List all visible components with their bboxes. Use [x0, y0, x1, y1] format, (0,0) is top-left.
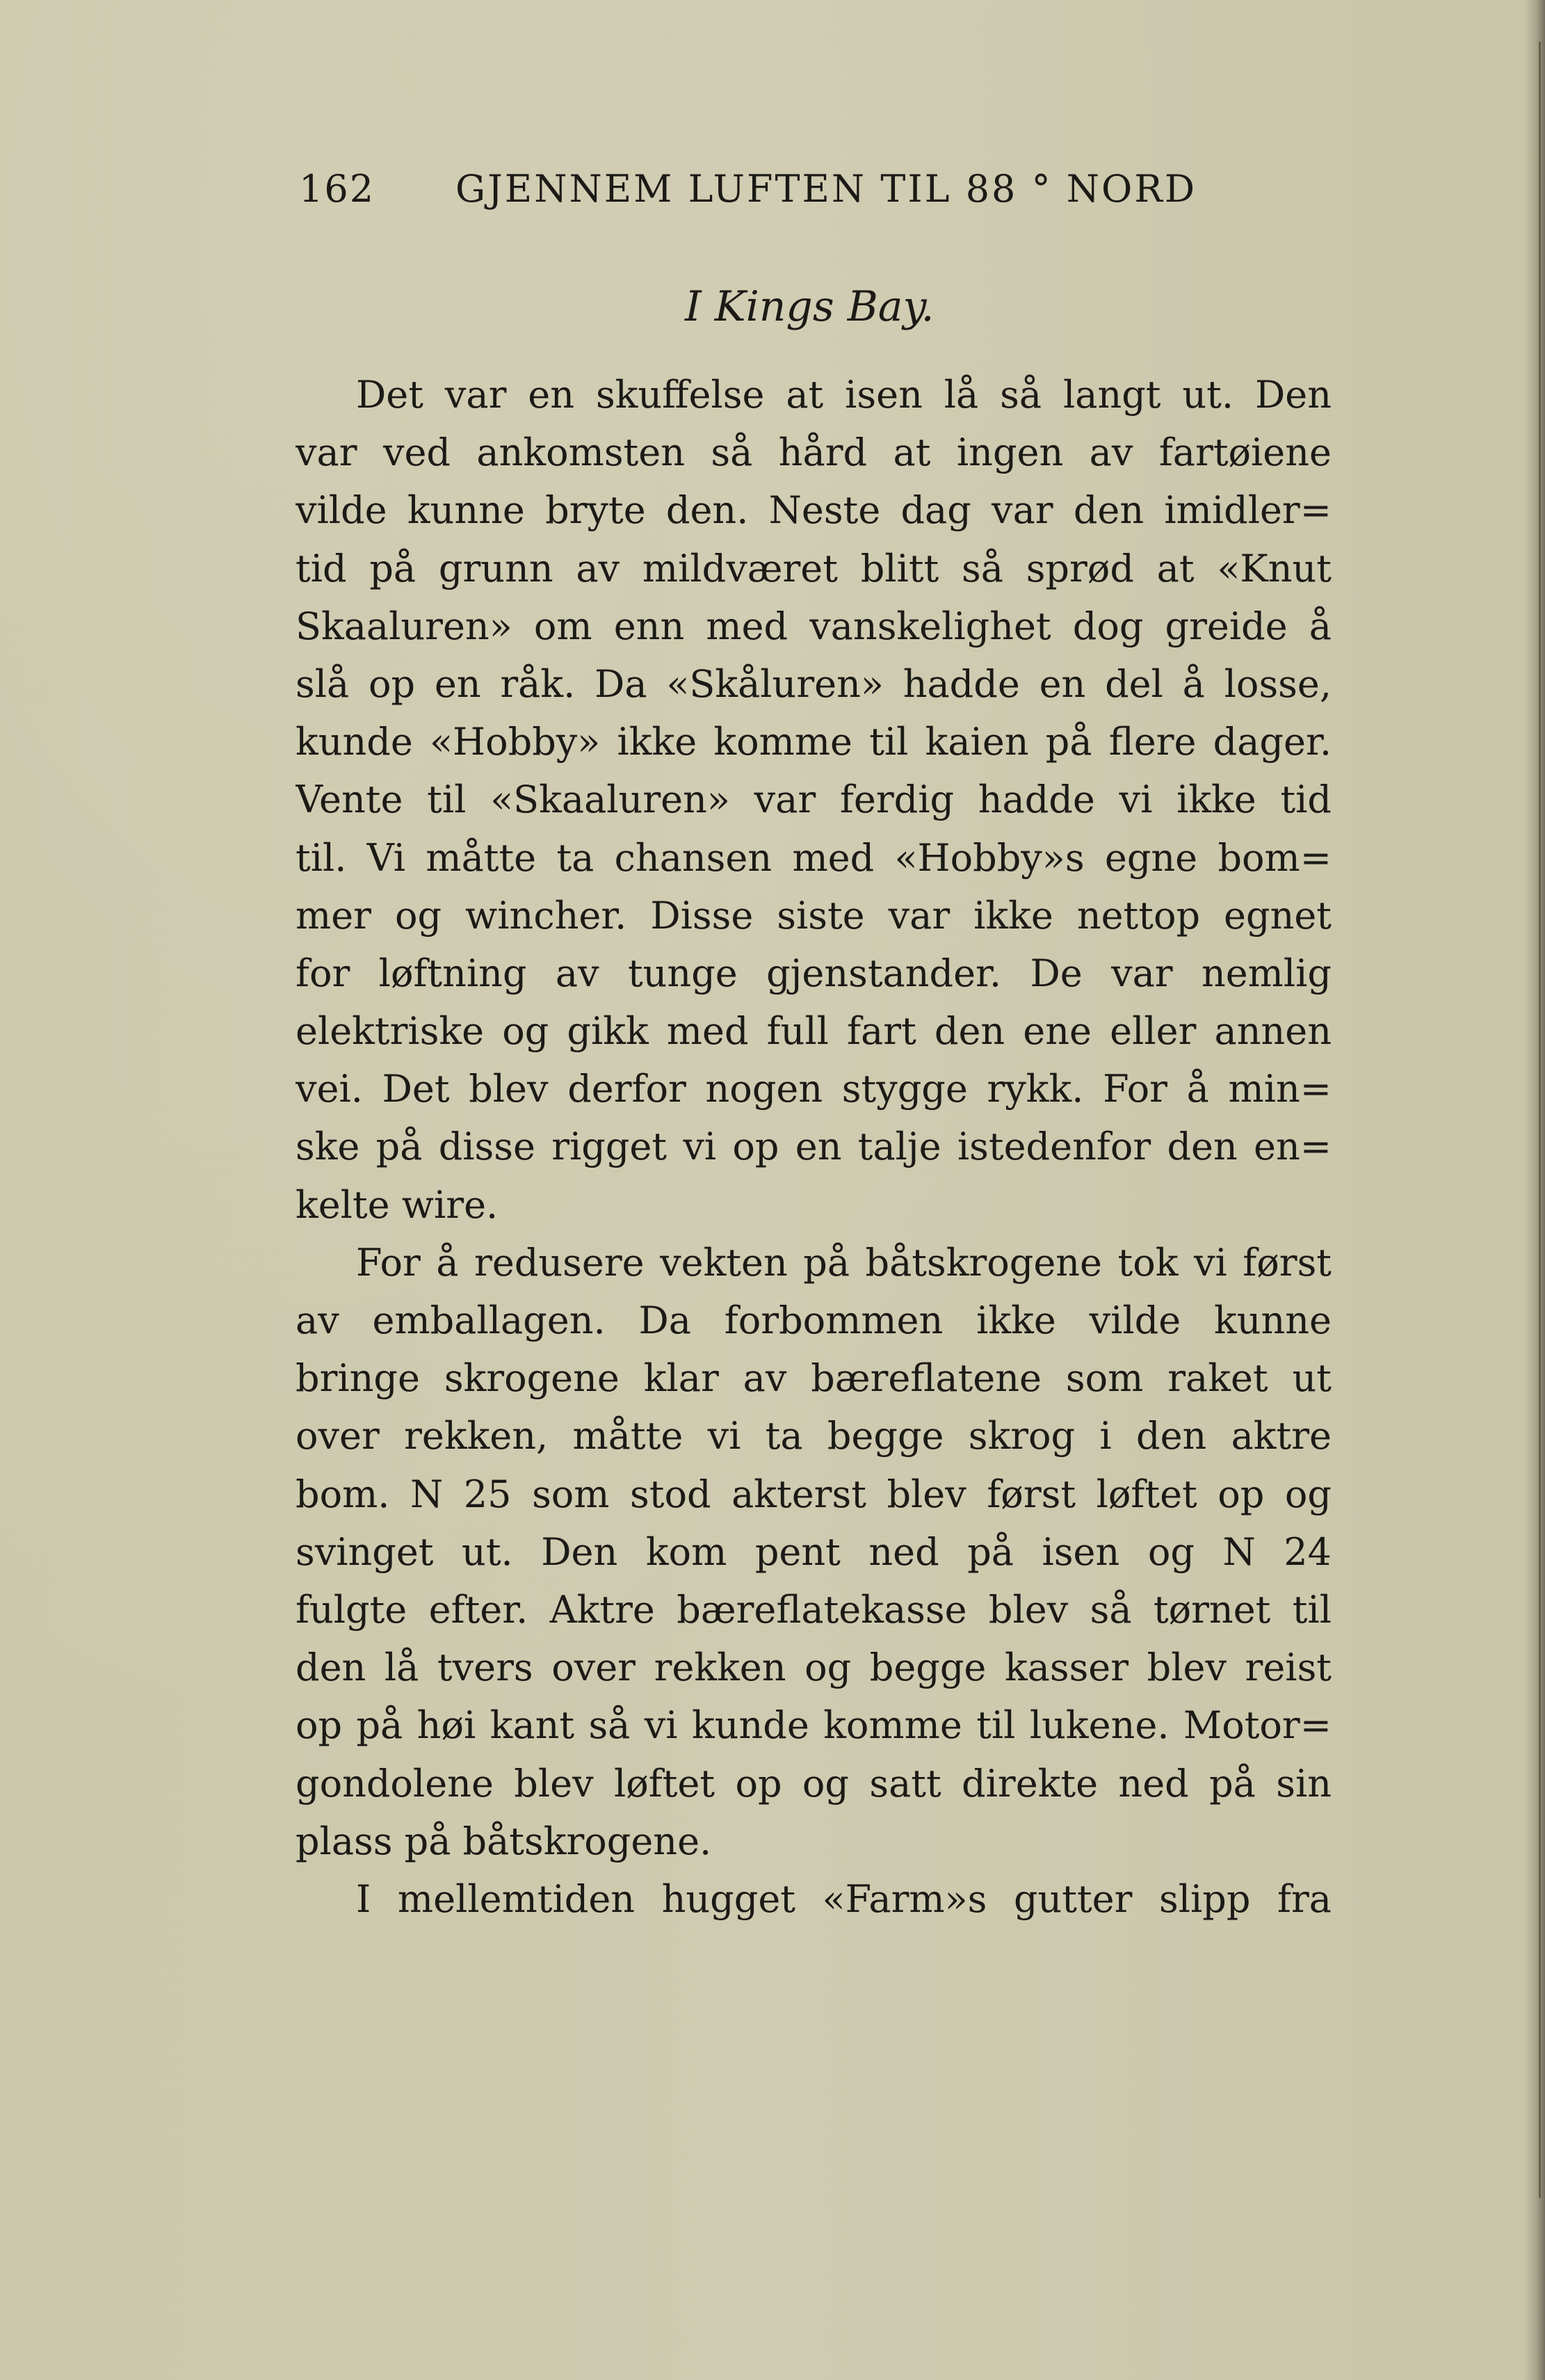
- text-line: kelte wire.: [296, 1182, 499, 1227]
- page-edge-shadow: [1524, 0, 1545, 2380]
- text-line: slå op en råk. Da «Skåluren» hadde en del å losse,: [296, 661, 1332, 706]
- text-line: var ved ankomsten så hård at ingen av fartøiene: [296, 431, 1332, 475]
- running-title: GJENNEM LUFTEN TIL 88 ° NORD: [455, 167, 1197, 211]
- text-line: mer og wincher. Disse siste var ikke nettop egnet: [296, 893, 1332, 938]
- section-title: I Kings Bay.: [685, 282, 935, 331]
- text-line: bom. N 25 som stod akterst blev først løftet op og: [296, 1472, 1332, 1516]
- body-text: [296, 366, 1332, 1928]
- text-line: for løftning av tunge gjenstander. De var nemlig: [296, 951, 1332, 995]
- text-line: Det var en skuffelse at isen lå så langt ut. Den: [356, 373, 1332, 417]
- page-edge-line: [1539, 42, 1541, 2198]
- page-header: [299, 167, 1342, 216]
- text-line: kunde «Hobby» ikke komme til kaien på flere dager.: [296, 720, 1332, 764]
- text-line: fulgte efter. Aktre bæreflatekasse blev så tørnet til: [296, 1587, 1332, 1632]
- text-line: Vente til «Skaaluren» var ferdig hadde vi ikke tid: [296, 778, 1332, 822]
- text-line: over rekken, måtte vi ta begge skrog i den aktre: [296, 1414, 1332, 1458]
- text-line: gondolene blev løftet op og satt direkte ned på sin: [296, 1761, 1332, 1806]
- text-line: til. Vi måtte ta chansen med «Hobby»s egne bom=: [296, 835, 1332, 880]
- text-line: I mellemtiden hugget «Farm»s gutter slipp fra: [356, 1876, 1332, 1921]
- text-line: av emballagen. Da forbommen ikke vilde kunne: [296, 1298, 1332, 1342]
- text-line: Skaaluren» om enn med vanskelighet dog greide å: [296, 604, 1332, 648]
- text-line: bringe skrogene klar av bæreflatene som raket ut: [296, 1356, 1332, 1401]
- text-line: elektriske og gikk med full fart den ene eller annen: [296, 1009, 1332, 1054]
- text-line: For å redusere vekten på båtskrogene tok vi først: [356, 1240, 1332, 1285]
- page-number: 162: [299, 167, 375, 211]
- text-line: den lå tvers over rekken og begge kasser blev reist: [296, 1646, 1332, 1690]
- text-line: tid på grunn av mildværet blitt så sprød at «Knut: [296, 546, 1332, 590]
- text-line: ske på disse rigget vi op en talje istedenfor den en=: [296, 1125, 1332, 1169]
- text-line: svinget ut. Den kom pent ned på isen og N 24: [296, 1529, 1332, 1574]
- text-line: op på høi kant så vi kunde komme til lukene. Motor=: [296, 1703, 1332, 1748]
- text-line: vilde kunne bryte den. Neste dag var den imidler=: [296, 488, 1332, 533]
- text-line: vei. Det blev derfor nogen stygge rykk. For å min=: [296, 1067, 1332, 1111]
- text-line: plass på båtskrogene.: [296, 1819, 712, 1863]
